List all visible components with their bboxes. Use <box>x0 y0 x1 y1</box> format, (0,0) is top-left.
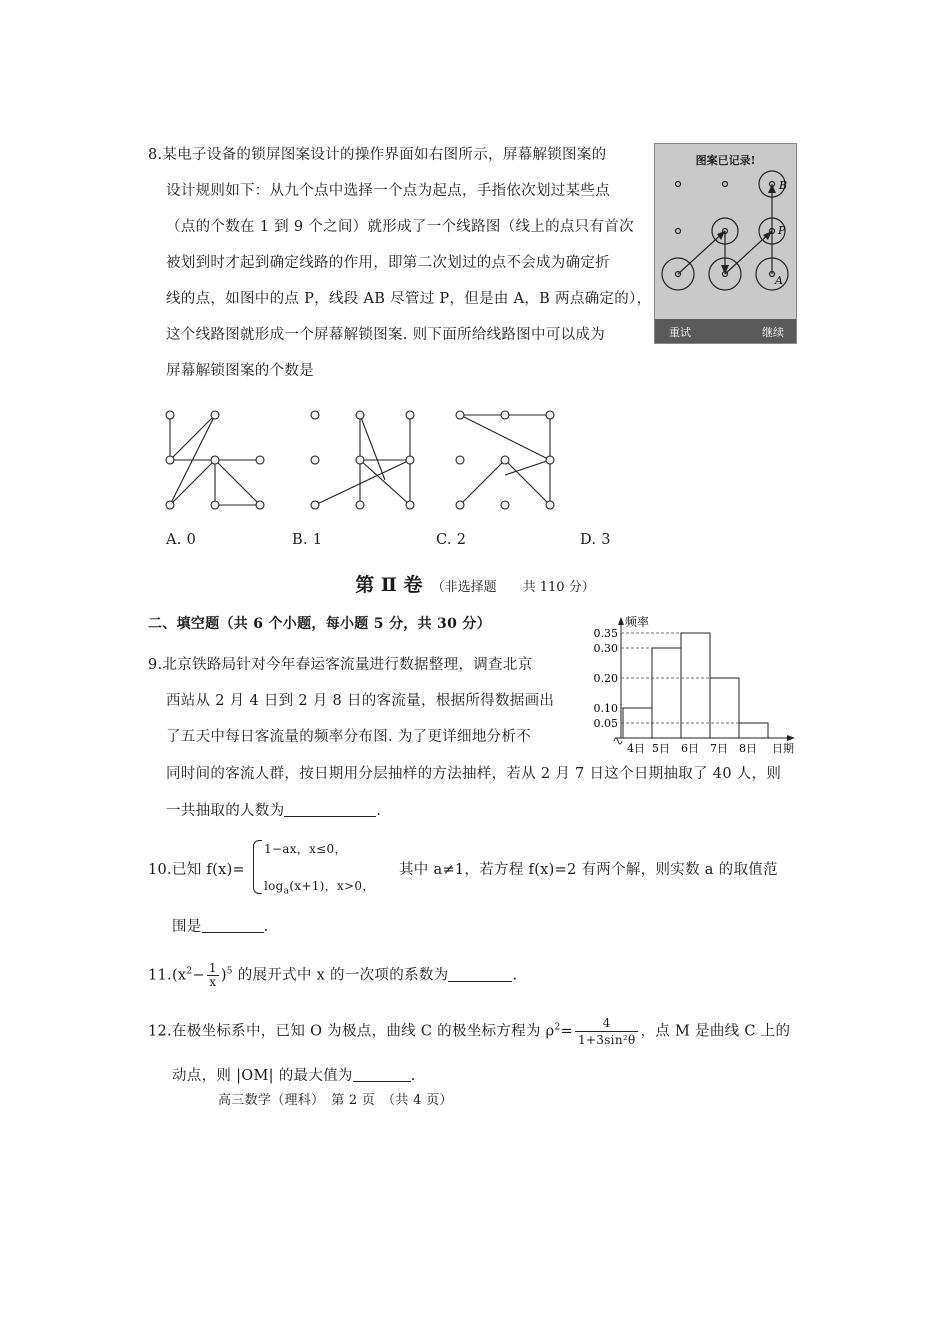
q11-sup-2: 2 <box>186 966 193 977</box>
option-a[interactable]: A. 0 <box>166 532 197 548</box>
q9-line-1: 9.北京铁路局针对今年春运客流量进行数据整理，调查北京 <box>148 657 533 673</box>
option-c[interactable]: C. 2 <box>436 532 467 548</box>
retry-button: 重试 <box>669 326 691 339</box>
q8-line-7: 屏幕解锁图案的个数是 <box>166 363 314 379</box>
q11-sup-5: 5 <box>226 966 233 977</box>
q9-line-5 <box>166 799 381 820</box>
histogram-bar <box>739 723 768 738</box>
q10-line-2-text: 围是 <box>172 919 202 935</box>
q10-prefix: 10.已知 f(x)= <box>148 862 245 878</box>
q12-line-2-text: 动点，则 |OM| 的最大值为 <box>172 1068 353 1084</box>
fill-in-header: 二、填空题（共 6 个小题，每小题 5 分，共 30 分） <box>148 616 491 632</box>
x-axis-arrow <box>787 735 795 741</box>
y-tick-label: 0.05 <box>593 717 618 730</box>
label-a: A <box>775 274 783 287</box>
section-2-title: 第 Ⅱ 卷 <box>355 574 423 596</box>
q11-text: 的展开式中 x 的一次项的系数为 <box>232 967 449 984</box>
q10-case-1: 1−ax，x≤0， <box>264 842 347 856</box>
y-tick-label: 0.30 <box>593 642 618 655</box>
x-tick-label: 8日 <box>739 742 757 755</box>
histogram-bar <box>710 678 739 738</box>
label-b: B <box>779 179 788 192</box>
q12-answer-blank[interactable] <box>353 1067 411 1083</box>
q12-denominator: 1+3sin²θ <box>578 1033 636 1047</box>
q8-line-2: 设计规则如下：从九个点中选择一个点为起点，手指依次划过某些点 <box>166 183 610 199</box>
x-tick-label: 6日 <box>681 742 699 755</box>
q8-line-4: 被划到时才起到确定线路的作用，即第二次划过的点不会成为确定折 <box>166 255 610 271</box>
q8-line-3: （点的个数在 1 到 9 个之间）就形成了一个线路图（线上的点只有首次 <box>166 219 634 235</box>
q11-end: . <box>512 967 518 984</box>
q8-line-5: 线的点，如图中的点 P，线段 AB 尽管过 P，但是由 A，B 两点确定的）， <box>166 291 652 307</box>
y-axis-arrow <box>618 617 624 625</box>
question-11: $11.(x^2-$ $\frac{1}{x}$ )$^5$ 的展开式中 x 的一次项的系数为 . <box>148 961 518 989</box>
q12-suffix: ，点 M 是曲线 C 上的 <box>640 1023 791 1040</box>
section-2-heading <box>0 570 950 597</box>
lock-screen-figure <box>654 143 797 344</box>
y-tick-label: 0.10 <box>593 702 618 715</box>
q8-line-1: 8.某电子设备的锁屏图案设计的操作界面如右图所示，屏幕解锁图案的 <box>148 147 607 163</box>
histogram-bar <box>652 648 681 738</box>
screen-bottom-bar <box>655 319 796 343</box>
q12-prefix: 12.在极坐标系中，已知 O 为极点，曲线 C 的极坐标方程为 ρ <box>148 1023 555 1040</box>
q12-fraction <box>575 1015 638 1048</box>
y-tick-label: 0.20 <box>593 672 618 685</box>
q9-line-2: 西站从 2 月 4 日到 2 月 8 日的客流量，根据所得数据画出 <box>166 693 555 709</box>
q8-line-6: 这个线路图就形成一个屏幕解锁图案. 则下面所给线路图中可以成为 <box>166 327 606 343</box>
lock-pattern-graphic <box>655 144 796 319</box>
q12-sup: 2 <box>554 1022 561 1033</box>
q10-brace <box>253 840 262 894</box>
q10-log-base: a <box>283 886 290 897</box>
q10-case-2 <box>264 877 375 896</box>
q9-end: . <box>376 803 382 819</box>
option-b[interactable]: B. 1 <box>292 532 323 548</box>
q11-fraction <box>207 962 219 989</box>
q10-answer-blank[interactable] <box>202 918 264 934</box>
q10-log-rest: (x+1)，x>0， <box>289 879 375 893</box>
section-2-subtitle: （非选择题 共 110 分） <box>431 580 595 595</box>
q11-answer-blank[interactable] <box>448 966 512 982</box>
q10-line-2 <box>172 915 269 936</box>
q9-answer-blank[interactable] <box>284 802 376 818</box>
frequency-histogram <box>578 613 800 763</box>
q9-line-5-text: 一共抽取的人数为 <box>166 803 285 819</box>
axis-break <box>614 738 622 744</box>
q11-numerator: 1 <box>208 961 217 975</box>
x-axis-label: 日期 <box>772 742 794 755</box>
q10-log: log <box>264 879 284 893</box>
q12-end: . <box>410 1068 416 1084</box>
option-d[interactable]: D. 3 <box>580 532 611 548</box>
y-tick-label: 0.35 <box>593 627 618 640</box>
q12-numerator: 4 <box>575 1015 638 1032</box>
q12-eq: = <box>560 1023 573 1040</box>
histogram-bar <box>681 633 710 738</box>
q12-line-2 <box>172 1064 416 1085</box>
q11-denominator: x <box>209 975 217 989</box>
page-footer: 高三数学（理科） 第 2 页 （共 4 页） <box>218 1093 453 1108</box>
x-tick-label: 7日 <box>710 742 728 755</box>
q9-line-3: 了五天中每日客流量的频率分布图. 为了更详细地分析不 <box>166 729 532 745</box>
continue-button: 继续 <box>762 326 784 339</box>
q11-minus: − <box>192 967 205 984</box>
screen-title: 图案已记录! <box>695 154 756 167</box>
q9-line-4: 同时间的客流人群，按日期用分层抽样的方法抽样，若从 2 月 7 日这个日期抽取了 40 人，则 <box>166 766 782 782</box>
label-p: P <box>778 224 786 237</box>
q10-suffix: 其中 a≠1，若方程 f(x)=2 有两个解，则实数 a 的取值范 <box>399 862 778 878</box>
x-tick-label: 5日 <box>652 742 670 755</box>
q10-end: . <box>263 919 269 935</box>
y-axis-label: 频率 <box>625 615 650 629</box>
x-tick-label: 4日 <box>627 742 645 755</box>
q11-prefix: 11.(x <box>148 967 187 984</box>
question-12 <box>148 1015 790 1048</box>
pattern-diagrams <box>155 400 625 530</box>
